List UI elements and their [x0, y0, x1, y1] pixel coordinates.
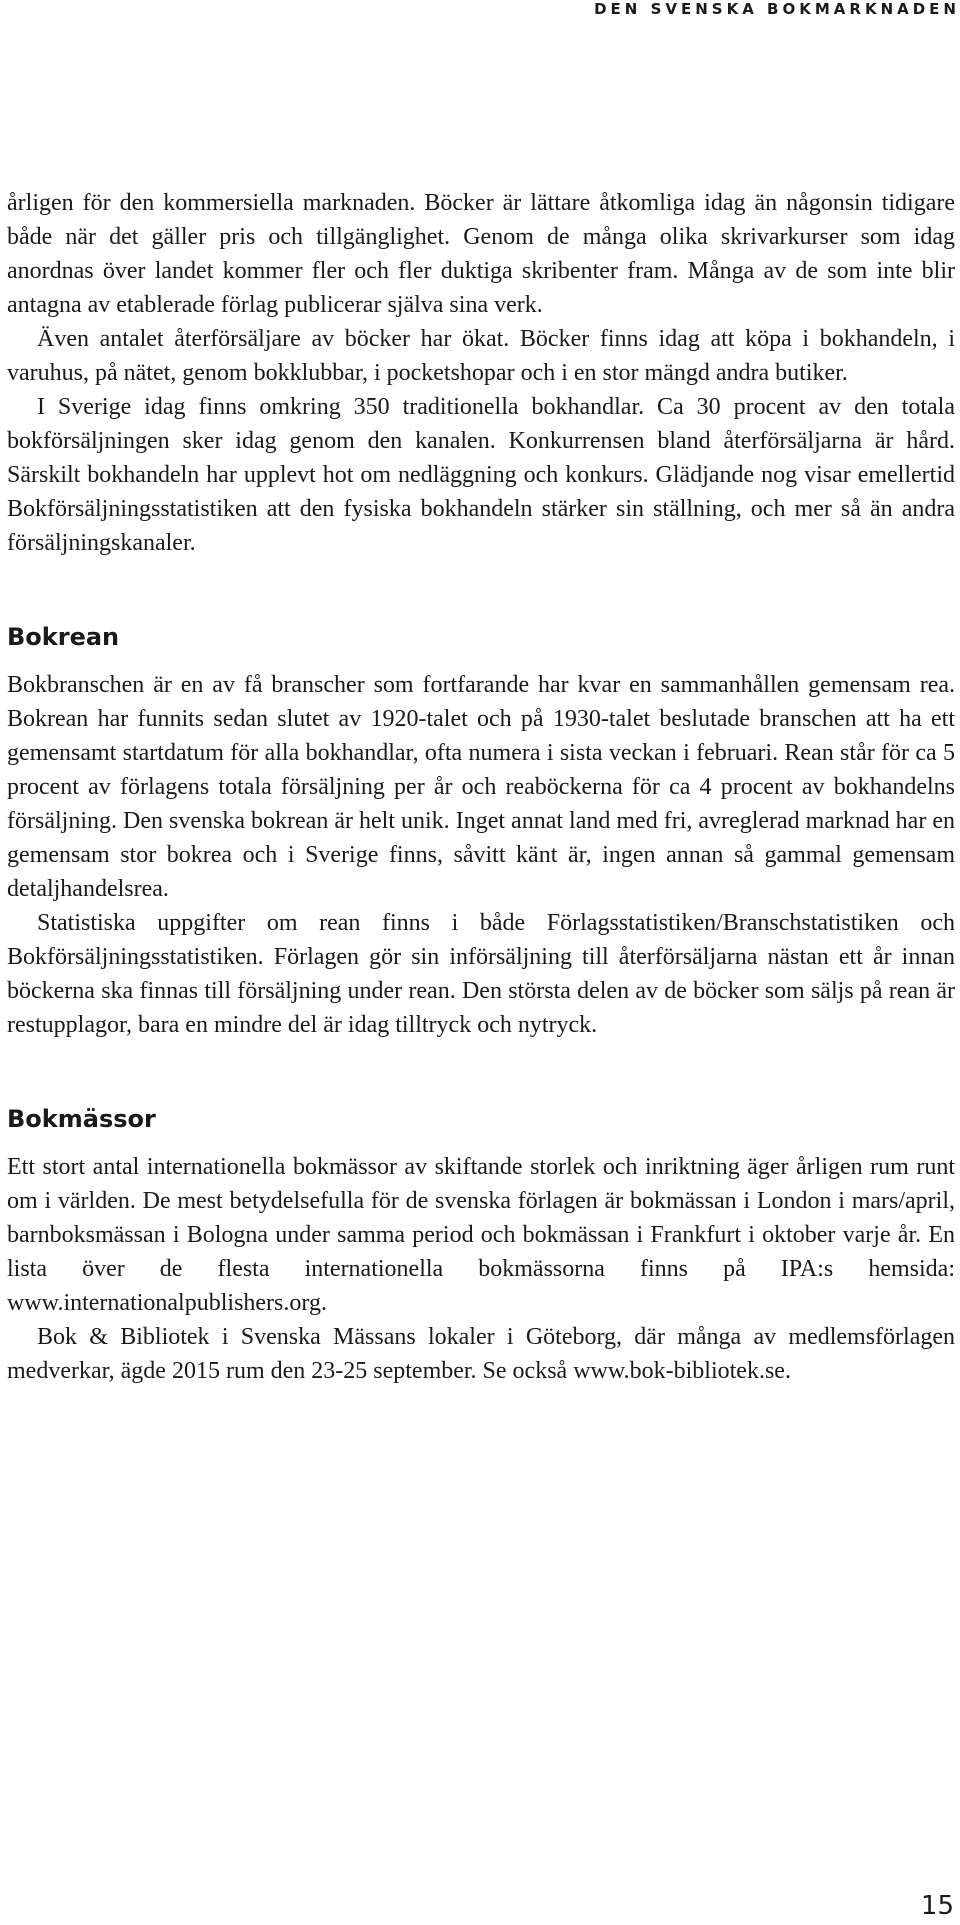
bokmassor-paragraph: Bok & Bibliotek i Svenska Mässans lokaler i Göteborg, där många av medlemsförlagen medverkar, ägde 2015 rum den 23-25 september. Se också www.bok-bibliotek.se. — [7, 1324, 955, 1384]
section-spacer — [7, 560, 955, 620]
intro-paragraph: årligen för den kommersiella marknaden. Böcker är lättare åtkomliga idag än någonsin tidigare både när det gäller pris och tillgänglighet. Genom de många olika skrivarkurser som idag anordnas över landet kommer fler och fler duktiga skribenter fram. Många av de som inte blir antagna av etablerade förlag publicerar själva sina verk. — [7, 190, 955, 318]
bokmassor-paragraph: Ett stort antal internationella bokmässor av skiftande storlek och inriktning äger årligen rum runt om i världen. De mest betydelsefulla för de svenska förlagen är bokmässan i London i mars/april, barnboksmässan i Bologna under samma period och bokmässan i Frankfurt i oktober varje år. En lista över de flesta internationella bokmässorna finns på IPA:s hemsida: www.internationalpublishers.org. — [7, 1154, 955, 1316]
page-content — [7, 186, 955, 1388]
title-spacer — [7, 654, 955, 668]
section-title-bokmassor: Bokmässor — [7, 1105, 156, 1133]
intro-paragraph: I Sverige idag finns omkring 350 traditionella bokhandlar. Ca 30 procent av den totala bokförsäljningen sker idag genom den kanalen. Konkurrensen bland återförsäljarna är hård. Särskilt bokhandeln har upplevt hot om nedläggning och konkurs. Glädjande nog visar emellertid Bokförsäljningsstatistiken att den fysiska bokhandeln stärker sin ställning, och mer så än andra försäljningskanaler. — [7, 394, 955, 556]
page-number: 15 — [920, 1891, 954, 1921]
section-spacer — [7, 1042, 955, 1102]
bokrean-paragraph: Statistiska uppgifter om rean finns i både Förlagsstatistiken/Branschstatistiken och Bokförsäljningsstatistiken. Förlagen gör sin införsäljning till återförsäljarna nästan ett år innan böckerna ska finnas till försäljning under rean. Den största delen av de böcker som säljs på rean är restupplagor, bara en mindre del är idag tilltryck och nytryck. — [7, 910, 955, 1038]
bokrean-paragraph: Bokbranschen är en av få branscher som fortfarande har kvar en sammanhållen gemensam rea. Bokrean har funnits sedan slutet av 1920-talet och på 1930-talet beslutade branschen att ha ett gemensamt startdatum för alla bokhandlar, ofta numera i sista veckan i februari. Rean står för ca 5 procent av förlagens totala försäljning per år och reaböckerna för ca 4 procent av bokhandelns försäljning. Den svenska bokrean är helt unik. Inget annat land med fri, avreglerad marknad har en gemensam stor bokrea och i Sverige finns, såvitt känt är, ingen annan så gammal gemensam detaljhandelsrea. — [7, 672, 955, 902]
title-spacer — [7, 1136, 955, 1150]
running-head: DEN SVENSKA BOKMARKNADEN — [594, 0, 960, 18]
section-title-bokrean: Bokrean — [7, 623, 120, 651]
intro-paragraph: Även antalet återförsäljare av böcker har ökat. Böcker finns idag att köpa i bokhandeln, i varuhus, på nätet, genom bokklubbar, i pocketshopar och i en stor mängd andra butiker. — [7, 326, 955, 386]
